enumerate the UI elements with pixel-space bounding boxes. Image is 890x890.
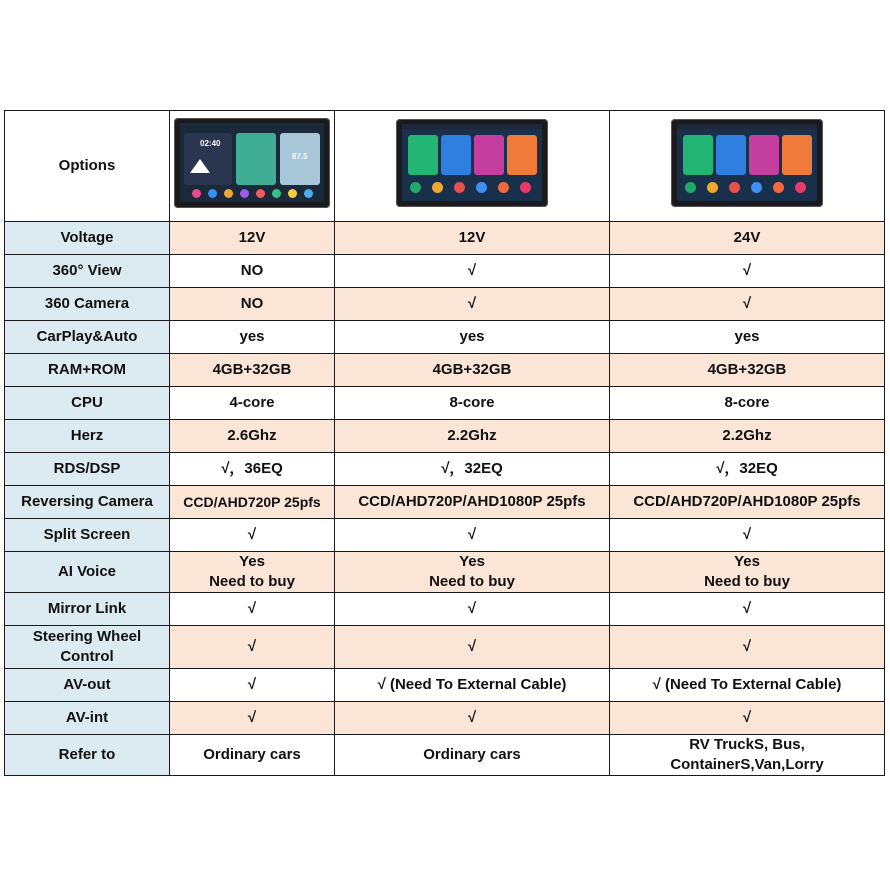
cell-line: Need to buy: [704, 573, 790, 590]
row-label: Refer to: [5, 735, 170, 776]
options-header: Options: [5, 111, 170, 222]
row-label: RDS/DSP: [5, 453, 170, 486]
row-voltage: [5, 222, 885, 255]
value-cell: √: [335, 593, 610, 626]
value-cell: √: [170, 519, 335, 552]
value-cell: CCD/AHD720P/AHD1080P 25pfs: [610, 486, 885, 519]
cell-line: ContainerS,Van,Lorry: [670, 756, 824, 773]
device-2-image: [396, 119, 548, 207]
value-cell: √，32EQ: [610, 453, 885, 486]
value-cell: [170, 552, 335, 593]
row-label: [5, 626, 170, 669]
value-cell: √: [610, 288, 885, 321]
cell-line: Yes: [734, 553, 760, 570]
value-cell: 2.2Ghz: [335, 420, 610, 453]
value-cell: √: [610, 593, 885, 626]
value-cell: 12V: [170, 222, 335, 255]
product-2-cell: [335, 111, 610, 222]
value-cell: Ordinary cars: [170, 735, 335, 776]
value-cell: yes: [170, 321, 335, 354]
value-cell: √: [170, 669, 335, 702]
row-label: CarPlay&Auto: [5, 321, 170, 354]
value-cell: NO: [170, 255, 335, 288]
value-cell: √ (Need To External Cable): [610, 669, 885, 702]
value-cell: √，32EQ: [335, 453, 610, 486]
value-cell: √，36EQ: [170, 453, 335, 486]
product-3-cell: [610, 111, 885, 222]
row-av-int: [5, 702, 885, 735]
value-cell: 8-core: [610, 387, 885, 420]
value-cell: √ (Need To External Cable): [335, 669, 610, 702]
row-label: Reversing Camera: [5, 486, 170, 519]
product-1-cell: [170, 111, 335, 222]
row-av-out: [5, 669, 885, 702]
row-label: 360 Camera: [5, 288, 170, 321]
row-label: RAM+ROM: [5, 354, 170, 387]
row-steering-wheel-control: [5, 626, 885, 669]
value-cell: √: [610, 702, 885, 735]
cell-line: RV TruckS, Bus,: [689, 736, 805, 753]
row-label: AI Voice: [5, 552, 170, 593]
value-cell: [610, 552, 885, 593]
value-cell: √: [335, 702, 610, 735]
value-cell: 24V: [610, 222, 885, 255]
device-3-image: [671, 119, 823, 207]
cell-line: Yes: [239, 553, 265, 570]
row-label: Split Screen: [5, 519, 170, 552]
cell-line: Need to buy: [209, 573, 295, 590]
header-row: [5, 111, 885, 222]
value-cell: 8-core: [335, 387, 610, 420]
value-cell: √: [170, 626, 335, 669]
comparison-table: [4, 110, 885, 776]
row-ai-voice: [5, 552, 885, 593]
value-cell: Ordinary cars: [335, 735, 610, 776]
device-1-image: [174, 118, 330, 208]
row-label: CPU: [5, 387, 170, 420]
cell-line: Need to buy: [429, 573, 515, 590]
value-cell: yes: [335, 321, 610, 354]
row-label: Voltage: [5, 222, 170, 255]
row-carplay-auto: [5, 321, 885, 354]
cell-line: Control: [60, 648, 114, 665]
row-reversing-camera: [5, 486, 885, 519]
row-label: AV-int: [5, 702, 170, 735]
row-mirror-link: [5, 593, 885, 626]
row-herz: [5, 420, 885, 453]
value-cell: 2.2Ghz: [610, 420, 885, 453]
value-cell: √: [610, 626, 885, 669]
cell-line: Yes: [459, 553, 485, 570]
value-cell: √: [335, 288, 610, 321]
value-cell: CCD/AHD720P/AHD1080P 25pfs: [335, 486, 610, 519]
row-360-camera: [5, 288, 885, 321]
value-cell: NO: [170, 288, 335, 321]
value-cell: 4GB+32GB: [610, 354, 885, 387]
row-label: 360° View: [5, 255, 170, 288]
row-rds-dsp: [5, 453, 885, 486]
value-cell: 2.6Ghz: [170, 420, 335, 453]
cell-line: Steering Wheel: [32, 628, 142, 645]
row-label: AV-out: [5, 669, 170, 702]
value-cell: √: [170, 702, 335, 735]
value-cell: 4GB+32GB: [170, 354, 335, 387]
value-cell: √: [610, 255, 885, 288]
device-radio-freq: 87.5: [292, 152, 308, 161]
value-cell: √: [335, 255, 610, 288]
value-cell: 4-core: [170, 387, 335, 420]
value-cell: [610, 735, 885, 776]
row-ram-rom: [5, 354, 885, 387]
value-cell: yes: [610, 321, 885, 354]
row-label: Herz: [5, 420, 170, 453]
value-cell: 12V: [335, 222, 610, 255]
value-cell: [335, 552, 610, 593]
value-cell: 4GB+32GB: [335, 354, 610, 387]
value-cell: CCD/AHD720P 25pfs: [170, 486, 335, 519]
row-cpu: [5, 387, 885, 420]
value-cell: √: [170, 593, 335, 626]
value-cell: √: [335, 519, 610, 552]
row-360-view: [5, 255, 885, 288]
row-split-screen: [5, 519, 885, 552]
value-cell: √: [335, 626, 610, 669]
row-refer-to: [5, 735, 885, 776]
row-label: Mirror Link: [5, 593, 170, 626]
device-clock: 02:40: [200, 139, 221, 148]
value-cell: √: [610, 519, 885, 552]
